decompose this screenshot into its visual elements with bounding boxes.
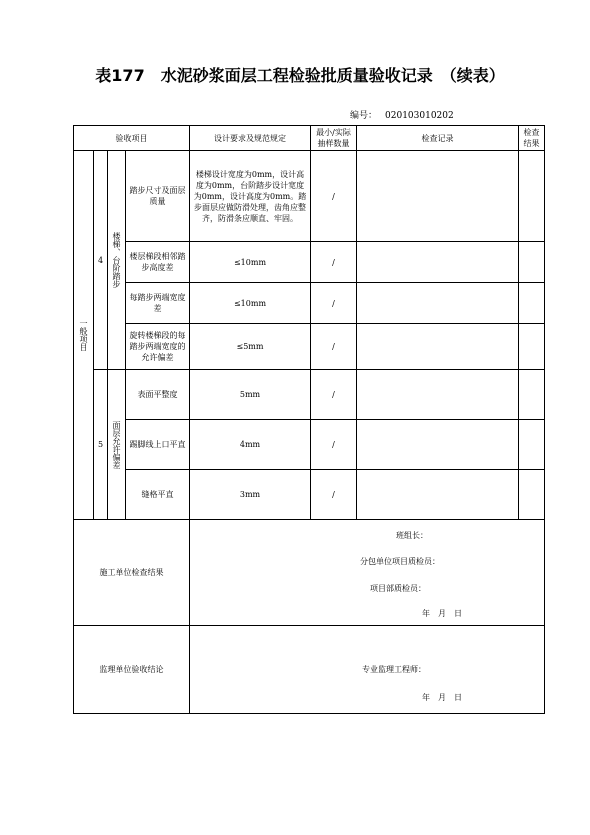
check-record[interactable] (357, 370, 519, 420)
construction-date: 年 月 日 (422, 609, 462, 618)
item-name: 楼层梯段相邻踏步高度差 (126, 242, 190, 283)
check-result[interactable] (519, 283, 545, 324)
header-result: 检查结果 (519, 126, 545, 151)
group-number: 4 (94, 151, 108, 370)
design-requirement: ≤5mm (190, 324, 311, 370)
item-name: 每踏步两端宽度差 (126, 283, 190, 324)
form-code-label: 编号： (350, 111, 378, 121)
design-requirement: ≤10mm (190, 283, 311, 324)
header-record: 检查记录 (357, 126, 519, 151)
item-name: 表面平整度 (126, 370, 190, 420)
construction-label: 施工单位检查结果 (74, 520, 190, 626)
group-number: 5 (94, 370, 108, 520)
supervision-signatures[interactable] (190, 626, 545, 714)
sample-count: / (311, 370, 357, 420)
item-name: 缝格平直 (126, 470, 190, 520)
table-row (74, 151, 545, 242)
table-row (74, 370, 545, 420)
team-leader-label: 班组长： (396, 531, 428, 540)
item-name: 踢脚线上口平直 (126, 420, 190, 470)
item-name: 踏步尺寸及面层质量 (126, 151, 190, 242)
design-requirement: 4mm (190, 420, 311, 470)
sample-count: / (311, 242, 357, 283)
check-result[interactable] (519, 470, 545, 520)
check-result[interactable] (519, 242, 545, 283)
sample-count: / (311, 151, 357, 242)
sample-count: / (311, 324, 357, 370)
check-result[interactable] (519, 420, 545, 470)
form-code (350, 108, 462, 121)
header-item: 验收项目 (74, 126, 190, 151)
header-design: 设计要求及规范规定 (190, 126, 311, 151)
general-items-label: 一般项目 (74, 151, 94, 520)
check-record[interactable] (357, 283, 519, 324)
supervision-date: 年 月 日 (422, 693, 462, 702)
design-requirement: ≤10mm (190, 242, 311, 283)
table-row (74, 324, 545, 370)
design-requirement: 楼梯设计宽度为0mm，设计高度为0mm，台阶踏步设计宽度为0mm，设计高度为0mm。踏步面层应做防滑处理，齿角应整齐，防滑条应顺直、牢固。 (190, 151, 311, 242)
table-row (74, 242, 545, 283)
sample-count: / (311, 420, 357, 470)
page-title: 表177 水泥砂浆面层工程检验批质量验收记录 （续表） (95, 66, 505, 85)
inspection-table (73, 125, 545, 714)
check-result[interactable] (519, 324, 545, 370)
supervisor-label: 专业监理工程师： (362, 665, 426, 674)
dept-inspector-label: 项目部质检员： (370, 584, 426, 593)
construction-signatures[interactable] (190, 520, 545, 626)
item-name: 旋转楼梯段的每踏步两端宽度的允许偏差 (126, 324, 190, 370)
group-name: 面层允许偏差 (108, 370, 126, 520)
table-row (74, 420, 545, 470)
supervision-row (74, 626, 545, 714)
header-row (74, 126, 545, 151)
check-record[interactable] (357, 470, 519, 520)
design-requirement: 3mm (190, 470, 311, 520)
check-result[interactable] (519, 151, 545, 242)
check-record[interactable] (357, 324, 519, 370)
construction-row (74, 520, 545, 626)
table-row (74, 470, 545, 520)
design-requirement: 5mm (190, 370, 311, 420)
sample-count: / (311, 470, 357, 520)
check-record[interactable] (357, 151, 519, 242)
header-sample: 最小/实际抽样数量 (311, 126, 357, 151)
check-record[interactable] (357, 242, 519, 283)
group-name: 楼梯、台阶踏步 (108, 151, 126, 370)
sample-count: / (311, 283, 357, 324)
check-record[interactable] (357, 420, 519, 470)
sub-inspector-label: 分包单位项目质检员： (360, 557, 440, 566)
form-code-value: 020103010202 (385, 111, 454, 121)
check-result[interactable] (519, 370, 545, 420)
table-row (74, 283, 545, 324)
supervision-label: 监理单位验收结论 (74, 626, 190, 714)
